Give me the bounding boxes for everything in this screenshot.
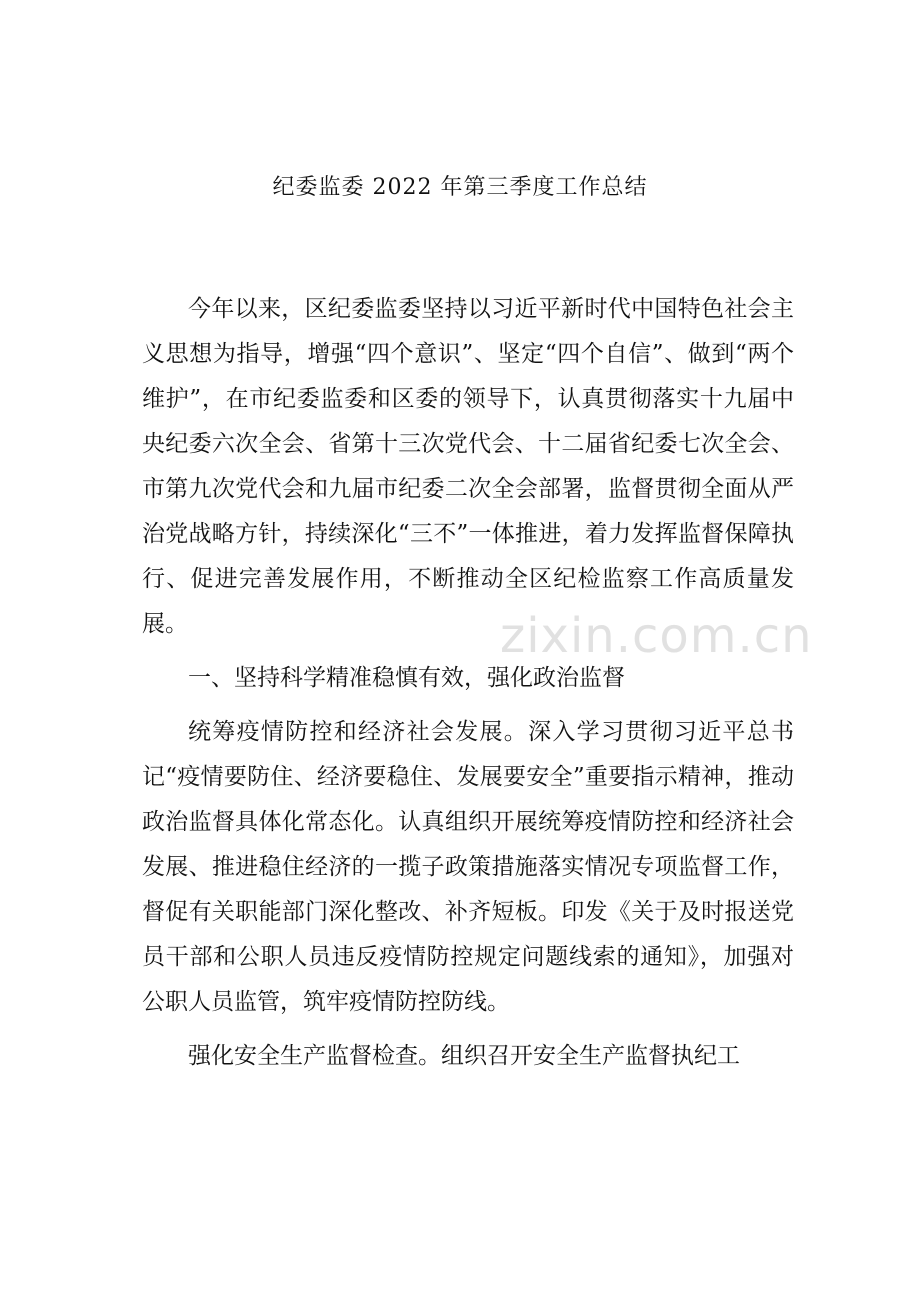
site-watermark: zixin.com.cn [500, 608, 813, 664]
paragraph-intro: 今年以来，区纪委监委坚持以习近平新时代中国特色社会主义思想为指导，增强“四个意识”、坚定“四个自信”、做到“两个维护”，在市纪委监委和区委的领导下，认真贯彻落实十九届中央纪委六次全会、省第十三次党代会、十二届省纪委七次全会、市第九次党代会和九届市纪委二次全会部署，监督贯彻全面从严治党战略方针，持续深化“三不”一体推进，着力发挥监督保障执行、促进完善发展作用，不断推动全区纪检监察工作高质量发展。 [142, 296, 794, 637]
paragraph-safety-production: 强化安全生产监督检查。组织召开安全生产监督执纪工 [188, 1043, 740, 1069]
document-title: 纪委监委 2022 年第三季度工作总结 [272, 175, 648, 200]
paragraph-epidemic-economy: 统筹疫情防控和经济社会发展。深入学习贯彻习近平总书记“疫情要防住、经济要稳住、发展要安全”重要指示精神，推动政治监督具体化常态化。认真组织开展统筹疫情防控和经济社会发展、推进稳住经济的一揽子政策措施落实情况专项监督工作，督促有关职能部门深化整改、补齐短板。印发《关于及时报送党员干部和公职人员违反疫情防控规定问题线索的通知》，加强对公职人员监管，筑牢疫情防控防线。 [142, 719, 794, 1015]
section-heading-1: 一、坚持科学精准稳慎有效，强化政治监督 [188, 665, 625, 691]
document-body [142, 287, 794, 1079]
